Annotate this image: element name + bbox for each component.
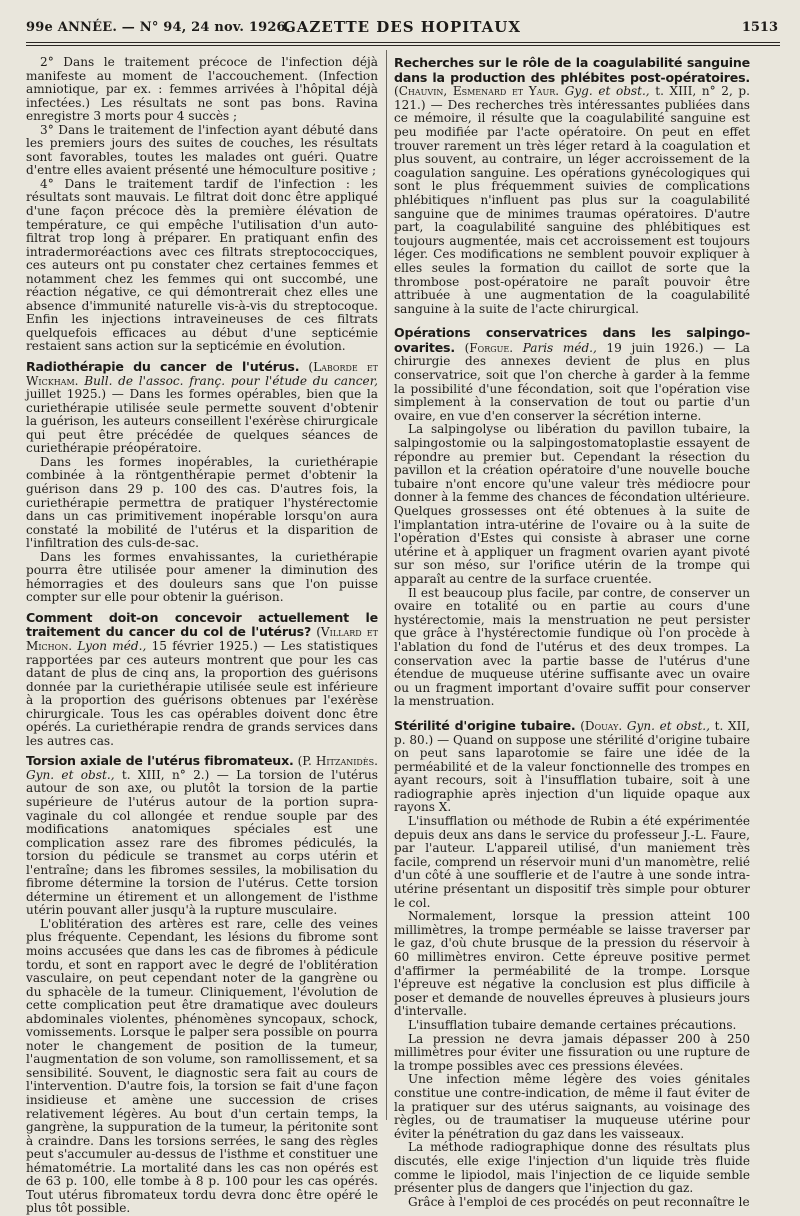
paragraph: 2° Dans le traitement précoce de l'infection déjà manifeste au moment de l'accouchement. (Infection amniotique, par ex. : femmes arrivées à l'hôpital déjà infectées.) Les résultats ne sont pas bons. Ravina enregistre 3 morts pour 4 succès ;	[26, 55, 378, 124]
article-title: Radiothérapie du cancer de l'utérus.	[26, 359, 300, 375]
article-lead	[394, 326, 750, 423]
article-sterilite	[394, 719, 750, 1209]
article-date: 19 juin 1926.)	[606, 340, 704, 355]
article-lead	[394, 56, 750, 316]
article-date: t. XIII, n° 2, p. 121.)	[394, 84, 750, 112]
paragraph: 4° Dans le traitement tardif de l'infection : les résultats sont mauvais. Le filtrat doit donc être appliqué d'une façon précoce dès la première élévation de température, ce qui empêche l'utilisation d'un auto-filtrat trop long à préparer. En pratiquant enfin des intradermoréactions avec ces filtrats streptococciques, ces auteurs ont pu constater chez certaines femmes et notamment chez les femmes qui ont succombé, une réaction négative, ce qui démontrerait chez elles une absence d'immunité naturelle vis-à-vis du streptocoque. Enfin les injections intraveineuses de ces filtrats quelquefois efficaces au début d'une septicémie restaient sans action sur la septicémie en évolution.	[26, 176, 378, 354]
right-column	[394, 56, 750, 1209]
journal-title: GAZETTE DES HOPITAUX	[282, 18, 521, 36]
paragraph: — La chirurgie des annexes devient de plus en plus conservatrice, soit que l'on cherche à garder à la femme la possibilité d'une fécondation, soit que l'opération vise simplement à la conservation de tout ou partie d'un ovaire, en vue d'en conserver la sécrétion interne.	[394, 340, 750, 423]
header-rule-double	[26, 45, 780, 46]
article-source: Paris méd.,	[522, 340, 597, 355]
paragraph: — Quand on suppose une stérilité d'origine tubaire on peut sans laparotomie se faire une idée de la perméabilité et de la valeur fonctionnelle des trompes en ayant recours, soit à l'insufflation tubaire, soit à une radiographie après injection d'un liquide opaque aux rayons X.	[394, 732, 750, 815]
article-title: Torsion axiale de l'utérus fibromateux.	[26, 753, 294, 769]
article-title: Stérilité d'origine tubaire.	[394, 717, 576, 733]
page-number: 1513	[741, 20, 778, 35]
article-date: t. XII, p. 80.)	[394, 718, 750, 747]
article-radiotherapie	[26, 360, 378, 605]
paragraph: Dans les formes envahissantes, la curiethérapie pourra être utilisée pour amener la diminution des hémorragies et des douleurs sans que l'on puisse compter sur elle pour obtenir la guérison.	[26, 549, 378, 605]
column-divider	[386, 50, 387, 1120]
left-column	[26, 56, 378, 1216]
article-title: Opérations conservatrices dans les salpingo-ovarites.	[394, 325, 750, 355]
article-source: Gyn. et obst.,	[626, 718, 710, 733]
paragraph: Une infection même légère des voies génitales constitue une contre-indication, de même il faut éviter de la pratiquer sur des utérus saignants, au voisinage des règles, ou de traumatiser la muqueuse utérine pour éviter la pénétration du gaz dans les vaisseaux.	[394, 1072, 750, 1141]
article-source: Gyg. et obst.,	[564, 84, 650, 99]
paragraph: L'oblitération des artères est rare, celle des veines plus fréquente. Cependant, les lésions du fibrome sont moins accusées que dans les cas de fibromes à pédicule tordu, et sont en rapport avec le degré de l'oblitération vasculaire, on peut cependant noter de la gangrène ou du sphacèle de la tumeur. Cliniquement, l'évolution de cette complication peut être dramatique avec douleurs abdominales violentes, phénomènes syncopaux, schock, vomissements. Lorsque le palper sera possible on pourra noter le changement de position de la tumeur, l'augmentation de son volume, son ramollissement, et sa sensibilité. Souvent, le diagnostic sera fait au cours de l'intervention. D'autre fois, la torsion se fait d'une façon insidieuse et amène une succession de crises relativement légères. Au bout d'un certain temps, la gangrène, la suppuration de la tumeur, la péritonite sont à craindre. Dans les torsions serrées, le sang des règles peut s'accumuler au-dessus de l'isthme et constituer une hématométrie. La mortalité dans les cas non opérés est de 63 p. 100, elle tombe à 8 p. 100 pour les cas opérés. Tout utérus fibromateux tordu devra donc être opéré le plus tôt possible.	[26, 916, 378, 1216]
article-title: Recherches sur le rôle de la coagulabilité sanguine dans la production des phlébites post-opératoires.	[394, 55, 750, 85]
article-lead	[26, 360, 378, 456]
article-salpingo-ovarites	[394, 326, 750, 709]
article-coagulabilite	[394, 56, 750, 316]
issue-line: 99e ANNÉE. — N° 94, 24 nov. 1926.	[26, 20, 291, 35]
paragraph: Grâce à l'emploi de ces procédés on peut reconnaître le	[408, 1194, 750, 1209]
article-date: juillet 1925.)	[26, 387, 107, 402]
article-lead	[26, 754, 378, 918]
article-torsion	[26, 754, 378, 1216]
article-date: t. XIII, n° 2.)	[121, 767, 210, 782]
article-lead	[26, 611, 378, 748]
article-authors: (Villard et Michon.	[26, 625, 378, 653]
paragraph: Normalement, lorsque la pression atteint 100 millimètres, la trompe perméable se laisse traverser par le gaz, d'où chute brusque de la pression du réservoir à 60 millimètres environ. Cette épreuve positive permet d'affirmer la perméabilité de la trompe. Lorsque l'épreuve est négative la conclusion est plus difficile à poser et demande de nouvelles épreuves à plusieurs jours d'intervalle.	[394, 909, 750, 1019]
article-authors: (Laborde et Wickham.	[26, 360, 378, 388]
paragraph: — La torsion de l'utérus autour de son axe, ou plutôt la torsion de la partie supérieure de l'utérus autour de la portion supra-vaginale du col allongée et rendue souple par des modifications anatomiques spéciales est une complication assez rare des fibromes pédiculés, la torsion du pédicule se transmet au corps utérin et l'entraîne; dans les fibromes sessiles, la mobilisation du fibrome détermine la torsion de l'utérus. Cette torsion détermine un étirement et un allongement de l'isthme utérin pouvant aller jusqu'à la rupture musculaire.	[26, 767, 378, 918]
paragraph: L'insufflation ou méthode de Rubin a été expérimentée depuis deux ans dans le service du professeur J.-L. Faure, par l'auteur. L'appareil utilisé, d'un maniement très facile, comprend un réservoir muni d'un manomètre, relié d'un côté à une soufflerie et de l'autre à une sonde intra-utérine présentant un dispositif très simple pour obturer le col.	[394, 814, 750, 910]
article-source: Bull. de l'assoc. franç. pour l'étude du cancer,	[84, 373, 378, 388]
article-authors: (P. Hitzanidès.	[297, 754, 378, 769]
article-title: Comment doit-on concevoir actuellement le traitement du cancer du col de l'utérus?	[26, 609, 378, 640]
article-authors: (Chauvin, Esmenard et Yaur.	[394, 84, 560, 99]
paragraph: La pression ne devra jamais dépasser 200 à 250 millimètres pour éviter une fissuration ou une rupture de la trompe possibles avec ces pressions élevées.	[394, 1031, 750, 1073]
paragraph: 3° Dans le traitement de l'infection ayant débuté dans les premiers jours des suites de couches, les résultats sont favorables, toutes les malades ont guéri. Quatre d'entre elles avaient présenté une hémoculture positive ;	[26, 122, 378, 178]
article-authors: (Forgue.	[464, 340, 514, 355]
paragraph: — Dans les formes opérables, bien que la curiethérapie utilisée seule permette souvent d'obtenir la guérison, les auteurs conseillent l'exérèse chirurgicale qui peut être précédée de quelques séances de curiethérapie préopératoire.	[26, 387, 378, 456]
paragraph: Dans les formes inopérables, la curiethérapie combinée à la röntgenthérapie permet d'obtenir la guérison dans 29 p. 100 des cas. D'autres fois, la curiethérapie permettra de pratiquer l'hystérectomie dans un cas primitivement inopérable lorsqu'on aura constaté la mobilité de l'utérus et la disparition de l'infiltration des culs-de-sac.	[26, 454, 378, 551]
paragraph: La salpingolyse ou libération du pavillon tubaire, la salpingostomie ou la salpingostomatoplastie essayent de répondre au premier but. Cependant la résection du pavillon et la création opératoire d'une nouvelle bouche tubaire n'ont encore qu'une valeur très médiocre pour donner à la femme des chances de fécondation ultérieure. Quelques grossesses ont été obtenues à la suite de l'implantation intra-utérine de l'ovaire ou à la suite de l'opération d'Estes qui consiste à abraser une corne utérine et à appliquer un fragment ovarien ayant pivoté sur son méso, sur l'orifice utérin de la trompe qui apparaît au centre de la surface cruentée.	[394, 422, 750, 586]
article-lead	[394, 719, 750, 815]
article-authors: (Douay.	[580, 718, 623, 733]
article-source: Lyon méd.,	[77, 638, 147, 653]
running-header	[26, 18, 778, 38]
paragraph: La méthode radiographique donne des résultats plus discutés, elle exige l'injection d'un liquide très fluide comme le lipiodol, mais l'injection de ce liquide semble présenter plus de dangers que l'injection du gaz.	[394, 1140, 750, 1196]
paragraph: Il est beaucoup plus facile, par contre, de conserver un ovaire en totalité ou en partie au cours d'une hystérectomie, mais la menstruation ne peut persister que grâce à l'hystérectomie fundique où l'on procède à l'ablation du fond de l'utérus et des deux trompes. La conservation avec la partie basse de l'utérus d'une étendue de muqueuse utérine suffisante avec un ovaire ou un fragment important d'ovaire suffit pour conserver la menstruation.	[394, 585, 750, 709]
header-rule	[26, 42, 780, 43]
article-date: 15 février 1925.)	[151, 638, 258, 653]
article-source: Gyn. et obst.,	[26, 767, 115, 782]
paragraph: — Des recherches très intéressantes publiées dans ce mémoire, il résulte que la coagulabilité sanguine est peu modifiée par l'acte opératoire. On peut en effet trouver rarement un très léger retard à la coagulation et plus souvent, au contraire, un léger accroissement de la coagulation sanguine. Les opérations gynécologiques qui sont le plus fréquemment suivies de complications phlébitiques n'influent pas plus sur la coagulabilité sanguine que de minimes traumas opératoires. D'autre part, la coagulabilité sanguine des phlébitiques est toujours augmentée, mais cet accroissement est toujours léger. Ces modifications ne semblent pouvoir expliquer à elles seules la formation du caillot de sorte que la thrombose post-opératoire ne paraît pouvoir être attribuée à une augmentation de la coagulabilité sanguine à la suite de l'acte chirurgical.	[394, 97, 750, 316]
article-cancer-col	[26, 611, 378, 748]
paragraph: — Les statistiques rapportées par ces auteurs montrent que pour les cas datant de plus de cinq ans, la proportion des guérisons donnée par la curiethérapie utilisée seule est inférieure à la proportion des guérisons obtenues par l'exérèse chirurgicale. Tous les cas opérables doivent donc être opérés. La curiethérapie rendra de grands services dans les autres cas.	[26, 638, 378, 748]
paragraph: L'insufflation tubaire demande certaines précautions.	[408, 1017, 737, 1032]
